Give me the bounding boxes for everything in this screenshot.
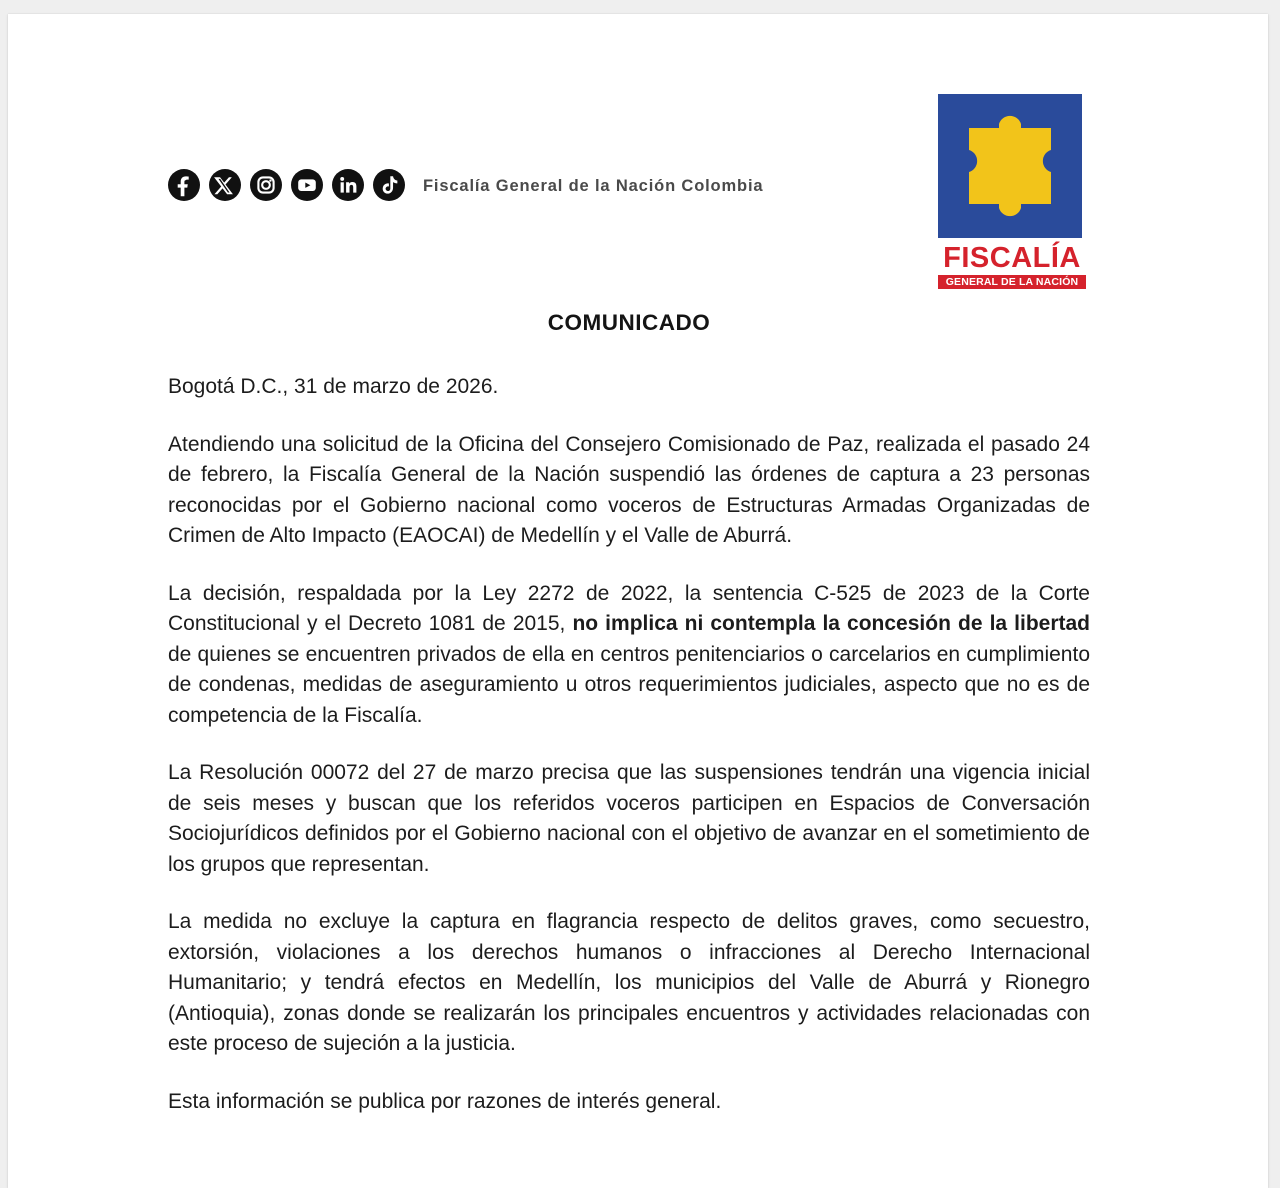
paragraph-1: Atendiendo una solicitud de la Oficina del Consejero Comisionado de Paz, realizada el pasado 24 de febrero, la Fiscalía General de la Nación suspendió las órdenes de captura a 23 personas reconocidas por el Gobierno nacional como voceros de Estructuras Armadas Organizadas de Crimen de Alto Impacto (EAOCAI) de Medellín y el Valle de Aburrá. (168, 432, 1090, 547)
paragraph-2 (168, 579, 1090, 732)
linkedin-icon[interactable] (332, 169, 364, 201)
fiscalia-subwordmark: GENERAL DE LA NACIÓN (938, 275, 1086, 289)
paragraph-2-emphasis: no implica ni contempla la concesión de la libertad (572, 612, 1091, 635)
paragraph-2-text-after: de quienes se encuentren privados de ella en centros penitenciarios o carcelarios en cumplimiento de condenas, medidas de aseguramiento u otros requerimientos judiciales, aspecto que no es de competencia de la Fiscalía. (168, 642, 1090, 727)
fiscalia-logo (933, 94, 1088, 289)
paragraph-4: La medida no excluye la captura en flagrancia respecto de delitos graves, como secuestro, extorsión, violaciones a los derechos humanos o infracciones al Derecho Internacional Humanitario; y tendrá efectos en Medellín, los municipios del Valle de Aburrá y Rionegro (Antioquia), zonas donde se realizarán los principales encuentros y actividades relacionadas con este proceso de sujeción a la justicia. (168, 910, 1090, 1055)
brand-handle-label: Fiscalía General de la Nación Colombia (423, 177, 764, 195)
instagram-icon[interactable] (250, 169, 282, 201)
paragraph-2-text-before: La decisión, respaldada por la Ley 2272 de 2022, la sentencia C-525 de 2023 de la Corte Constitucional y el Decreto 1081 de 2015, (168, 581, 1090, 635)
tiktok-icon[interactable] (373, 169, 405, 201)
fiscalia-wordmark: FISCALÍA (943, 242, 1081, 274)
document-body (168, 310, 1090, 1117)
social-media-icon-row (168, 169, 405, 201)
facebook-icon[interactable] (168, 169, 200, 201)
document-header (8, 14, 1268, 300)
dateline: Bogotá D.C., 31 de marzo de 2026. (168, 375, 499, 398)
x-twitter-icon[interactable] (209, 169, 241, 201)
paragraph-3: La Resolución 00072 del 27 de marzo precisa que las suspensiones tendrán una vigencia inicial de seis meses y buscan que los referidos voceros participen en Espacios de Conversación Sociojurídicos definidos por el Gobierno nacional con el objetivo de avanzar en el sometimiento de los grupos que representan. (168, 761, 1090, 876)
youtube-icon[interactable] (291, 169, 323, 201)
paragraph-5: Esta información se publica por razones de interés general. (168, 1089, 722, 1113)
document-page (8, 14, 1268, 1188)
page-title: COMUNICADO (547, 310, 711, 335)
puzzle-piece-emblem (938, 94, 1082, 238)
